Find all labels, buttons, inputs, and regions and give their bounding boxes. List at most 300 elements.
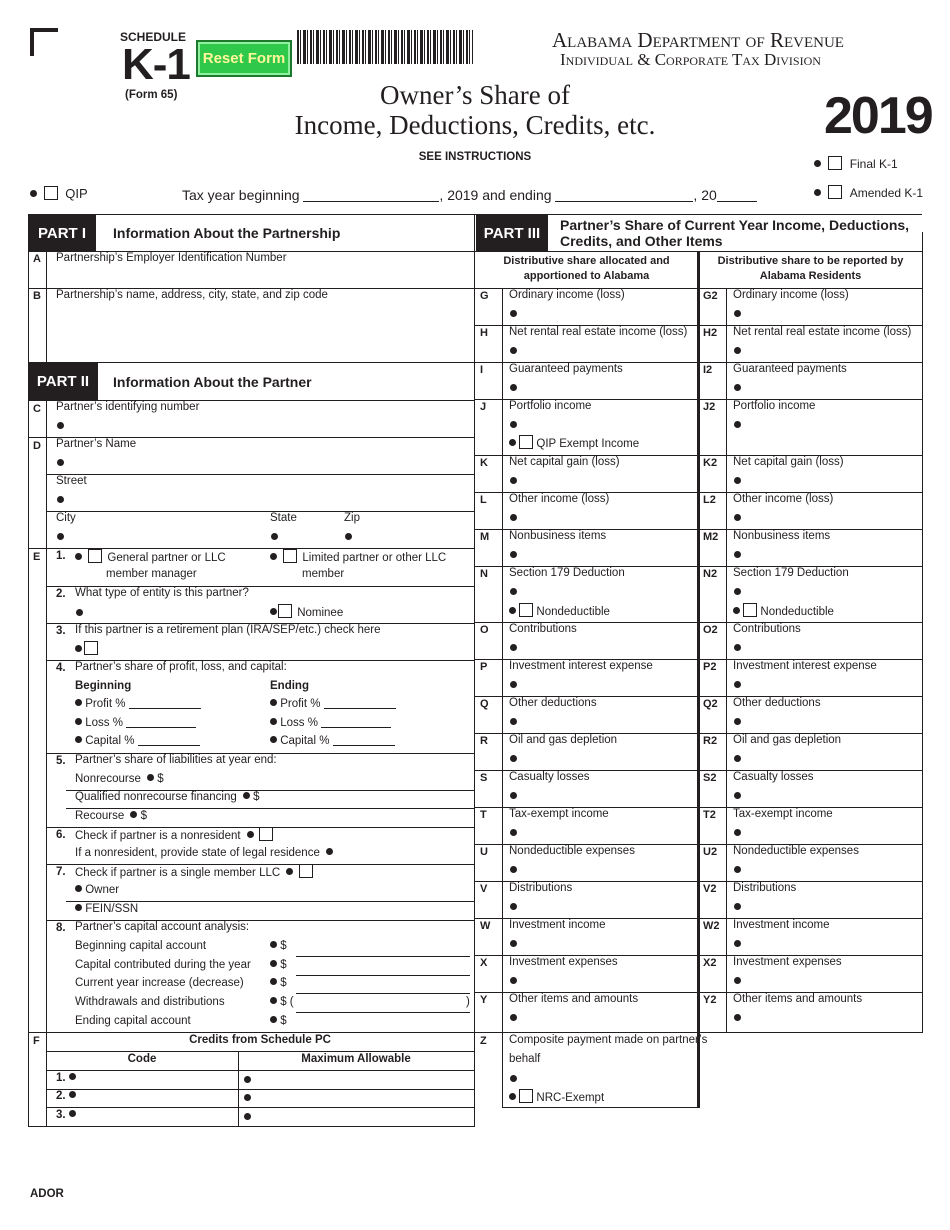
bullet-icon: [271, 533, 278, 540]
loss-end: [270, 717, 391, 729]
bullet-icon: [247, 831, 254, 838]
bullet-icon: [510, 644, 517, 651]
e6-sub-row: [75, 847, 333, 859]
bullet-icon: [510, 903, 517, 910]
row-f-letter: F: [33, 1035, 40, 1047]
e4-num: 4.: [56, 662, 66, 674]
owner-label: Owner: [85, 884, 120, 896]
e7-label: Check if partner is a single member LLC: [75, 867, 281, 879]
beginning-label: Beginning: [75, 680, 132, 692]
bullet-icon: [270, 997, 277, 1004]
cap-amt: [270, 996, 294, 1008]
cap-row-label: Withdrawals and distributions: [75, 996, 225, 1008]
loss-label: Loss %: [280, 717, 318, 729]
nondeductible-row: [509, 603, 610, 618]
schedule-label: SCHEDULE: [120, 30, 187, 44]
cap-row-label: Beginning capital account: [75, 940, 207, 952]
capital-begin: [75, 735, 200, 747]
row-label-2: Portfolio income: [733, 400, 816, 412]
row-letter-2: V2: [703, 883, 717, 895]
row-label-2: Distributions: [733, 882, 797, 894]
loss-end-field[interactable]: [321, 717, 391, 728]
qualified-label: Qualified nonrecourse financing: [75, 791, 237, 803]
bullet-icon: [326, 848, 333, 855]
tax-year-begin-field[interactable]: [303, 191, 439, 202]
e5-label: Partner’s share of liabilities at year end:: [75, 754, 277, 766]
bullet-icon: [734, 903, 741, 910]
row-letter-2: P2: [703, 661, 717, 673]
row-letter-2: R2: [703, 735, 718, 747]
row-letter: G: [480, 290, 489, 302]
bullet-icon: [75, 904, 82, 911]
row-letter: M: [480, 531, 490, 543]
bullet-icon: [734, 384, 741, 391]
tax-year-beginning-label: Tax year beginning: [182, 187, 300, 203]
bullet-icon: [270, 960, 277, 967]
capital-end-field[interactable]: [333, 735, 395, 746]
row-label-2: Oil and gas depletion: [733, 734, 842, 746]
credit-num: 2.: [56, 1090, 66, 1102]
fein-label: FEIN/SSN: [85, 903, 139, 915]
general-partner-label: General partner or LLC: [107, 552, 226, 564]
owner-row: [75, 884, 119, 896]
row-letter: L: [480, 494, 487, 506]
row-label-2: Contributions: [733, 623, 801, 635]
bullet-icon: [57, 459, 64, 466]
form-sub: (Form 65): [125, 89, 178, 101]
nondeductible-row-2: [733, 603, 834, 618]
row-letter-2: N2: [703, 568, 718, 580]
credits-title: Credits from Schedule PC: [189, 1034, 331, 1046]
bullet-icon: [57, 496, 64, 503]
capital-end: [270, 735, 395, 747]
nonresident-checkbox[interactable]: [259, 827, 273, 841]
part3-title-2: Credits, and Other Items: [560, 233, 723, 249]
row-letter-2: X2: [703, 957, 717, 969]
nrc-row: [509, 1089, 604, 1104]
tax-year-line: [182, 187, 757, 203]
nonrecourse-label: Nonrecourse: [75, 773, 141, 785]
street-label: Street: [56, 475, 87, 487]
bullet-icon: [147, 774, 154, 781]
nondeductible-label: Nondeductible: [536, 606, 610, 618]
credit-num: 1.: [56, 1072, 66, 1084]
dollar-sign: $ (: [280, 996, 294, 1008]
bullet-icon: [510, 384, 517, 391]
reset-form-button[interactable]: Reset Form: [196, 40, 292, 77]
limited-partner-label2: member: [302, 568, 345, 580]
row-label: Section 179 Deduction: [509, 567, 625, 579]
e8-num: 8.: [56, 922, 66, 934]
row-label: Nondeductible expenses: [509, 845, 635, 857]
e7-num: 7.: [56, 866, 66, 878]
e5-num: 5.: [56, 755, 66, 767]
qip-exempt-row: [509, 435, 639, 450]
bullet-icon: [510, 681, 517, 688]
bullet-icon: [509, 439, 516, 446]
footer-ador: ADOR: [30, 1188, 64, 1200]
cap-row-label: Ending capital account: [75, 1015, 191, 1027]
cap-amt: [270, 977, 287, 989]
capital-label: Capital %: [85, 735, 135, 747]
qip: [30, 186, 88, 201]
bullet-icon: [509, 607, 516, 614]
row-label-2: Casualty losses: [733, 771, 814, 783]
row-label: Ordinary income (loss): [509, 289, 625, 301]
bullet-icon: [734, 644, 741, 651]
e3-num: 3.: [56, 625, 66, 637]
close-paren: ): [466, 996, 470, 1008]
bullet-icon: [75, 718, 82, 725]
general-partner-label2: member manager: [106, 568, 197, 580]
part3-title-1: Partner’s Share of Current Year Income, Deductions,: [560, 217, 910, 233]
row-label-2: Other income (loss): [733, 493, 834, 505]
nonrecourse: [75, 773, 164, 785]
bullet-icon: [130, 811, 137, 818]
qip-checkbox[interactable]: [44, 186, 58, 200]
bullet-icon: [814, 189, 821, 196]
zip-label: Zip: [344, 512, 360, 524]
nondeductible-label: Nondeductible: [760, 606, 834, 618]
part3-label: PART III: [476, 215, 548, 251]
title-line2: Income, Deductions, Credits, etc.: [294, 110, 656, 140]
bullet-icon: [57, 422, 64, 429]
qip-label: QIP: [65, 186, 88, 201]
credit-row: [56, 1072, 76, 1084]
bullet-icon: [510, 421, 517, 428]
state-label: State: [270, 512, 297, 524]
bullet-icon: [734, 792, 741, 799]
limited-partner-checkbox[interactable]: [283, 549, 297, 563]
row-letter-2: I2: [703, 364, 713, 376]
row-label: Casualty losses: [509, 771, 590, 783]
bullet-icon: [244, 1076, 251, 1083]
row-label: Net capital gain (loss): [509, 456, 620, 468]
amended-k1-label: Amended K-1: [849, 186, 924, 200]
e3-label: If this partner is a retirement plan (IRA/SEP/etc.) check here: [75, 624, 381, 636]
nrc-exempt-checkbox[interactable]: [519, 1089, 533, 1103]
bullet-icon: [510, 940, 517, 947]
dollar-sign: $: [280, 1015, 287, 1027]
part1-label: PART I: [28, 215, 96, 251]
row-letter: T: [480, 809, 487, 821]
row-label-2: Net rental real estate income (loss): [733, 326, 912, 338]
row-label-2: Other items and amounts: [733, 993, 863, 1005]
row-label: Oil and gas depletion: [509, 734, 618, 746]
bullet-icon: [510, 718, 517, 725]
e1-num: 1.: [56, 550, 66, 562]
bullet-icon: [30, 190, 37, 197]
bullet-icon: [57, 533, 64, 540]
row-letter: V: [480, 883, 488, 895]
row-label: Other items and amounts: [509, 993, 639, 1005]
bullet-icon: [734, 347, 741, 354]
row-label-2: Nondeductible expenses: [733, 845, 859, 857]
row-label: Investment interest expense: [509, 660, 653, 672]
bullet-icon: [270, 941, 277, 948]
row-letter: Q: [480, 698, 489, 710]
bullet-icon: [270, 608, 277, 615]
cap-amt: [270, 940, 287, 952]
bullet-icon: [270, 736, 277, 743]
e8-label: Partner’s capital account analysis:: [75, 921, 250, 933]
barcode: [297, 30, 473, 64]
bullet-icon: [75, 736, 82, 743]
row-letter: Y: [480, 994, 488, 1006]
bullet-icon: [510, 551, 517, 558]
e1-general: [75, 549, 226, 564]
row-letter-2: U2: [703, 846, 718, 858]
bullet-icon: [734, 681, 741, 688]
dollar-sign: $: [280, 977, 287, 989]
single-member-llc-checkbox[interactable]: [299, 864, 313, 878]
e3-check: [75, 641, 98, 656]
row-letter-2: W2: [703, 920, 720, 932]
bullet-icon: [510, 310, 517, 317]
bullet-icon: [243, 792, 250, 799]
row-letter-2: Q2: [703, 698, 718, 710]
bullet-icon: [270, 699, 277, 706]
bullet-icon: [510, 792, 517, 799]
dept-line2: Individual & Corporate Tax Division: [560, 50, 821, 69]
and-ending-label: , 2019 and ending: [439, 187, 552, 203]
credit-row: [56, 1109, 76, 1121]
row-letter-2: G2: [703, 290, 718, 302]
dollar-sign: $: [280, 940, 287, 952]
row-b-label: Partnership’s name, address, city, state, and zip code: [56, 289, 328, 301]
dollar-sign: $: [140, 810, 148, 822]
dollar-sign: $: [157, 773, 164, 785]
row-label-2: Ordinary income (loss): [733, 289, 849, 301]
bullet-icon: [510, 1075, 517, 1082]
bullet-icon: [75, 553, 82, 560]
col1-header-1: Distributive share allocated and: [503, 255, 670, 267]
bullet-icon: [734, 477, 741, 484]
row-label-2: Investment interest expense: [733, 660, 877, 672]
bullet-icon: [734, 940, 741, 947]
row-letter-2: M2: [703, 531, 719, 543]
qualified-nonrecourse: [75, 791, 260, 803]
e6-label: Check if partner is a nonresident: [75, 830, 241, 842]
bullet-icon: [509, 1093, 516, 1100]
e4-label: Partner’s share of profit, loss, and capital:: [75, 661, 287, 673]
amended-k1: [814, 185, 923, 200]
ending-label: Ending: [270, 680, 309, 692]
col1-header-2: apportioned to Alabama: [523, 270, 650, 282]
e2-label: What type of entity is this partner?: [75, 587, 249, 599]
loss-label: Loss %: [85, 717, 123, 729]
qip-exempt-checkbox[interactable]: [519, 435, 533, 449]
bullet-icon: [510, 514, 517, 521]
row-label: Contributions: [509, 623, 577, 635]
row-d-letter: D: [33, 440, 41, 452]
fein-row: [75, 903, 138, 915]
bullet-icon: [345, 533, 352, 540]
row-letter: X: [480, 957, 488, 969]
bullet-icon: [734, 829, 741, 836]
row-d-label: Partner’s Name: [56, 438, 137, 450]
bullet-icon: [510, 866, 517, 873]
row-b-letter: B: [33, 290, 41, 302]
dollar-sign: $: [253, 791, 260, 803]
row-label: Investment expenses: [509, 956, 618, 968]
title-line1: Owner’s Share of: [380, 80, 570, 110]
part2-label: PART II: [28, 363, 98, 400]
row-label-2: Tax-exempt income: [733, 808, 833, 820]
nondeductible-checkbox-2[interactable]: [743, 603, 757, 617]
bullet-icon: [510, 347, 517, 354]
bullet-icon: [734, 310, 741, 317]
e7-row: [75, 864, 313, 879]
col2-header-1: Distributive share to be reported by: [717, 255, 904, 267]
profit-begin-field[interactable]: [129, 698, 201, 709]
e6-row: [75, 827, 273, 842]
tax-year-end-year-field[interactable]: [717, 191, 757, 202]
bullet-icon: [734, 1014, 741, 1021]
cap-row-label: Capital contributed during the year: [75, 959, 251, 971]
bullet-icon: [244, 1094, 251, 1101]
bullet-icon: [510, 755, 517, 762]
retirement-plan-checkbox[interactable]: [84, 641, 98, 655]
e2-nominee: [270, 604, 343, 619]
row-e-letter: E: [33, 551, 41, 563]
row-a-letter: A: [33, 253, 41, 265]
row-label: Guaranteed payments: [509, 363, 623, 375]
row-letter-2: Y2: [703, 994, 717, 1006]
row-letter-2: K2: [703, 457, 718, 469]
row-label-2: Net capital gain (loss): [733, 456, 844, 468]
profit-label: Profit %: [280, 698, 321, 710]
bullet-icon: [510, 829, 517, 836]
row-letter: J: [480, 401, 487, 413]
row-label-2: Guaranteed payments: [733, 363, 847, 375]
row-letter: R: [480, 735, 488, 747]
general-partner-checkbox[interactable]: [88, 549, 102, 563]
e6-num: 6.: [56, 829, 66, 841]
row-label-2: Investment income: [733, 919, 830, 931]
part1-title: Information About the Partnership: [113, 225, 341, 241]
e6-sub-label: If a nonresident, provide state of legal residence: [75, 847, 320, 859]
nominee-label: Nominee: [297, 607, 344, 619]
row-letter: S: [480, 772, 488, 784]
part2-title: Information About the Partner: [113, 374, 312, 390]
profit-end-field[interactable]: [324, 698, 396, 709]
bullet-icon: [270, 718, 277, 725]
bullet-icon: [69, 1110, 76, 1117]
cap-amt: [270, 1015, 287, 1027]
capital-begin-field[interactable]: [138, 735, 200, 746]
profit-label: Profit %: [85, 698, 126, 710]
bullet-icon: [734, 866, 741, 873]
row-c-letter: C: [33, 403, 41, 415]
tax-year-end-field[interactable]: [555, 191, 693, 202]
bullet-icon: [510, 977, 517, 984]
bullet-icon: [270, 978, 277, 985]
final-k1: [814, 156, 898, 171]
profit-end: [270, 698, 396, 710]
recourse-label: Recourse: [75, 810, 125, 822]
bullet-icon: [75, 699, 82, 706]
nominee-checkbox[interactable]: [278, 604, 292, 618]
row-label: Other income (loss): [509, 493, 610, 505]
row-z-letter: Z: [480, 1035, 487, 1047]
row-z-label-1: Composite payment made on partner’s: [509, 1034, 708, 1046]
recourse: [75, 810, 147, 822]
bullet-icon: [76, 609, 83, 616]
row-label: Portfolio income: [509, 400, 592, 412]
max-allowable-header: Maximum Allowable: [301, 1053, 411, 1065]
tax-year: 2019: [824, 87, 932, 145]
col2-header-2: Alabama Residents: [759, 270, 862, 282]
bullet-icon: [734, 588, 741, 595]
bullet-icon: [510, 477, 517, 484]
e1-limited: [270, 549, 446, 564]
bullet-icon: [270, 553, 277, 560]
final-k1-checkbox[interactable]: [828, 156, 842, 170]
see-instructions: SEE INSTRUCTIONS: [418, 151, 532, 163]
nrc-label: NRC-Exempt: [536, 1092, 605, 1104]
bullet-icon: [244, 1113, 251, 1120]
credit-row: [56, 1090, 76, 1102]
final-k1-label: Final K-1: [849, 157, 898, 171]
row-letter: K: [480, 457, 488, 469]
row-label-2: Nonbusiness items: [733, 530, 831, 542]
capital-label: Capital %: [280, 735, 330, 747]
row-label-2: Section 179 Deduction: [733, 567, 849, 579]
row-letter: I: [480, 364, 484, 376]
bullet-icon: [734, 718, 741, 725]
dollar-sign: $: [280, 959, 287, 971]
bullet-icon: [734, 551, 741, 558]
bullet-icon: [734, 977, 741, 984]
bullet-icon: [75, 885, 82, 892]
row-a-label: Partnership’s Employer Identification Number: [56, 252, 287, 264]
amended-k1-checkbox[interactable]: [828, 185, 842, 199]
bullet-icon: [510, 1014, 517, 1021]
row-z-label-2: behalf: [509, 1053, 541, 1065]
bullet-icon: [814, 160, 821, 167]
bullet-icon: [734, 514, 741, 521]
bullet-icon: [69, 1091, 76, 1098]
bullet-icon: [734, 755, 741, 762]
bullet-icon: [270, 1016, 277, 1023]
cap-row-label: Current year increase (decrease): [75, 977, 244, 989]
bullet-icon: [286, 868, 293, 875]
row-letter: N: [480, 568, 488, 580]
row-letter-2: T2: [703, 809, 716, 821]
row-letter-2: J2: [703, 401, 716, 413]
cap-amt: [270, 959, 287, 971]
corner-mark: [30, 28, 58, 56]
loss-begin-field[interactable]: [126, 717, 196, 728]
twenty-label: , 20: [693, 187, 717, 203]
dept-line1: Alabama Department of Revenue: [552, 28, 844, 52]
row-letter: U: [480, 846, 488, 858]
code-header: Code: [127, 1053, 157, 1065]
limited-partner-label: Limited partner or other LLC: [302, 552, 447, 564]
row-letter-2: L2: [703, 494, 716, 506]
row-letter-2: S2: [703, 772, 717, 784]
row-c-label: Partner’s identifying number: [56, 401, 200, 413]
qip-exempt-label: QIP Exempt Income: [536, 438, 640, 450]
row-label: Nonbusiness items: [509, 530, 607, 542]
row-letter-2: H2: [703, 327, 718, 339]
city-label: City: [56, 512, 76, 524]
e2-num: 2.: [56, 588, 66, 600]
form-code: K-1: [122, 40, 190, 89]
nondeductible-checkbox[interactable]: [519, 603, 533, 617]
bullet-icon: [734, 421, 741, 428]
